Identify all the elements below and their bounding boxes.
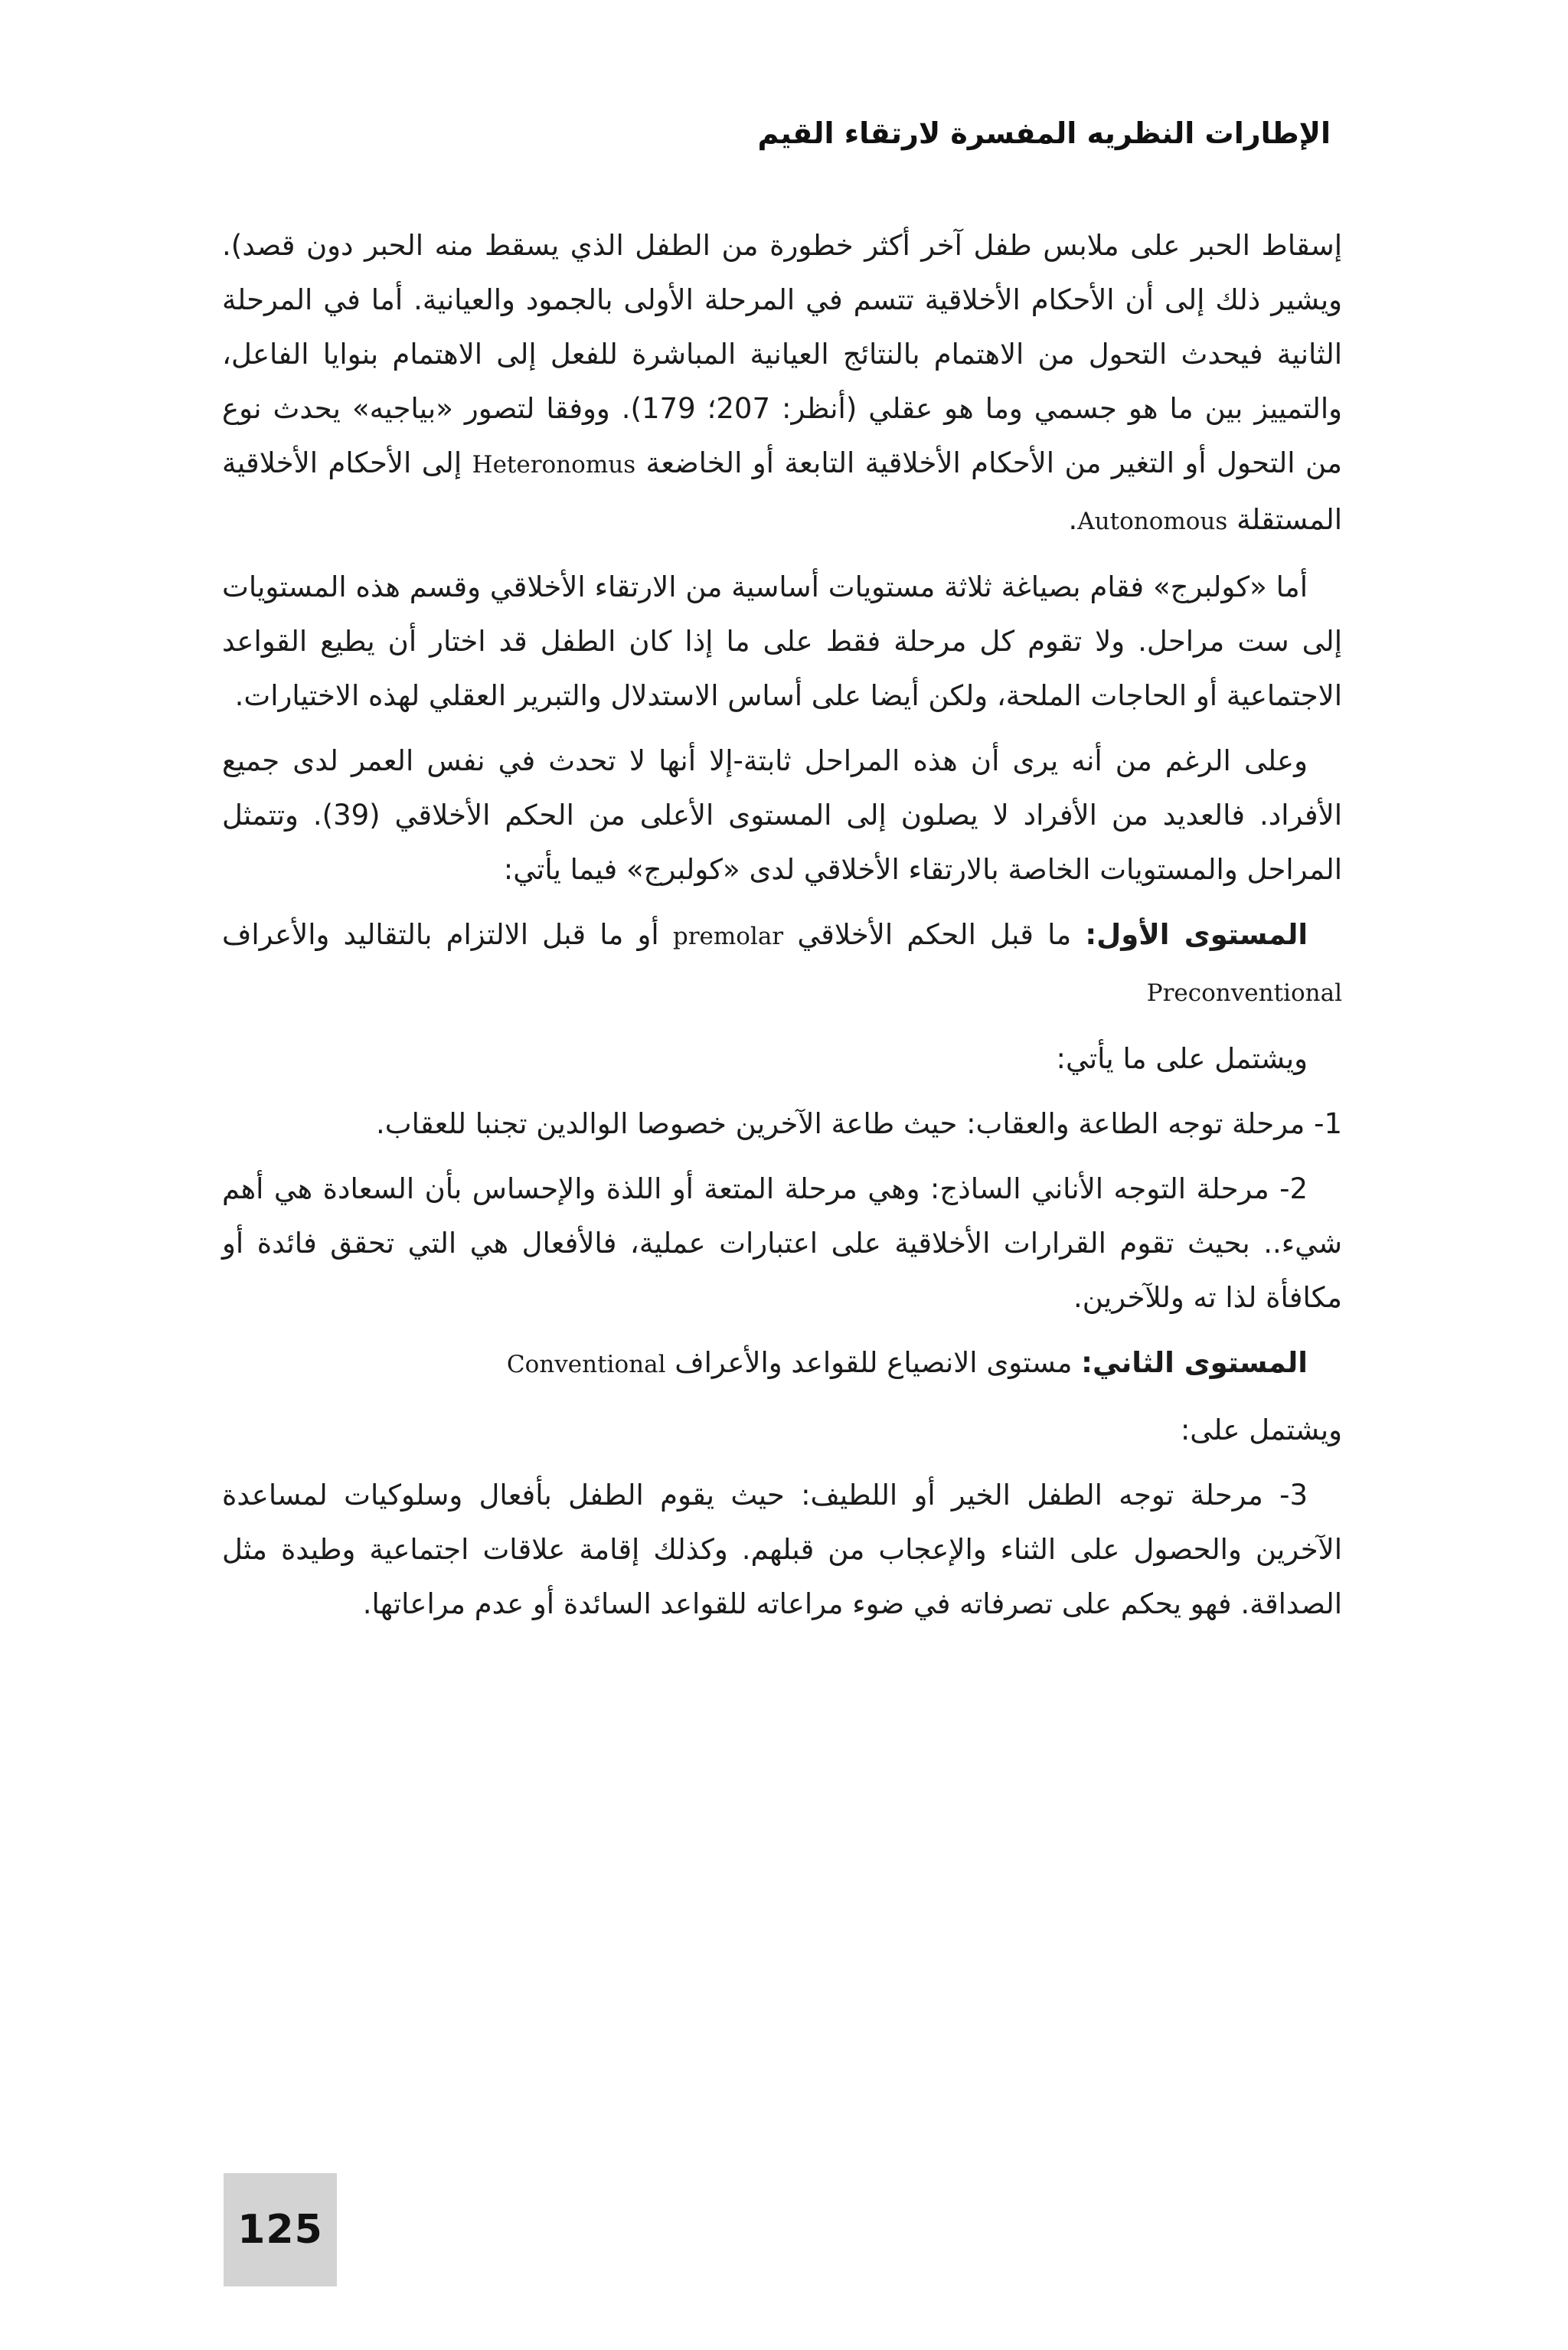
list-item: 3- مرحلة توجه الطفل الخير أو اللطيف: حيث يقوم الطفل بأفعال وسلوكيات لمساعدة الآخرين والحصول على الثناء والإعجاب من قبلهم. وكذلك إقامة علاقات اجتماعية وطيدة مثل الصداقة. فهو يحكم على تصرفاته في ضوء مراعاته للقواعد السائدة أو عدم مراعاتها. bbox=[222, 1479, 1342, 1620]
page-number: 125 bbox=[237, 2207, 323, 2253]
paragraph-text: إسقاط الحبر على ملابس طفل آخر أكثر خطورة من الطفل الذي يسقط منه الحبر دون قصد). ويشير ذلك إلى أن الأحكام الأخلاقية تتسم في المرحلة الأولى بالجمود والعيانية. أما في المرحلة الثانية فيحدث التحول من الاهتمام بالنتائج العيانية المباشرة للفعل إلى الاهتمام بنوايا الفاعل، والتمييز بين ما هو جسمي وما هو عقلي (أنظر: 207؛ 179). ووفقا لتصور «بياجيه» يحدث نوع من التحول أو التغير من الأحكام الأخلاقية التابعة أو الخاضعة bbox=[222, 229, 1342, 479]
latin-term: Preconventional bbox=[1146, 979, 1342, 1007]
level-heading bbox=[222, 907, 1342, 1021]
list-item: 1- مرحلة توجه الطاعة والعقاب: حيث طاعة الآخرين خصوصا الوالدين تجنبا للعقاب. bbox=[376, 1107, 1342, 1140]
level-heading bbox=[222, 1335, 1342, 1392]
paragraph-text: ما قبل الحكم الأخلاقي bbox=[797, 918, 1072, 951]
paragraph-text: أو ما قبل الالتزام بالتقاليد والأعراف bbox=[222, 918, 659, 951]
paragraph: وعلى الرغم من أنه يرى أن هذه المراحل ثابتة-إلا أنها لا تحدث في نفس العمر لدى جميع الأفراد. فالعديد من الأفراد لا يصلون إلى المستوى الأعلى من الحكم الأخلاقي (39). وتتمثل المراحل والمستويات الخاصة بالارتقاء الأخلاقي لدى «كولبرج» فيما يأتي: bbox=[222, 744, 1342, 886]
latin-term: Autonomous bbox=[1077, 508, 1228, 535]
level-label: المستوى الأول: bbox=[1085, 918, 1308, 951]
list-item: 2- مرحلة التوجه الأناني الساذج: وهي مرحلة المتعة أو اللذة والإحساس بأن السعادة هي أهم شيء.. بحيث تقوم القرارات الأخلاقية على اعتبارات عملية، فالأفعال هي التي تحقق فائدة أو مكافأة لذا ته وللآخرين. bbox=[222, 1172, 1342, 1314]
paragraph-text: مستوى الانصياع للقواعد والأعراف bbox=[675, 1346, 1073, 1379]
paragraph: أما «كولبرج» فقام بصياغة ثلاثة مستويات أساسية من الارتقاء الأخلاقي وقسم هذه المستويات إلى ست مراحل. ولا تقوم كل مرحلة فقط على ما إذا كان الطفل قد اختار أن يطيع القواعد الاجتماعية أو الحاجات الملحة، ولكن أيضا على أساس الاستدلال والتبرير العقلي لهذه الاختيارات. bbox=[222, 570, 1342, 712]
running-header: الإطارات النظريه المفسرة لارتقاء القيم bbox=[757, 116, 1331, 150]
page-number-box bbox=[224, 2173, 337, 2286]
latin-term: Conventional bbox=[506, 1351, 666, 1378]
latin-term: premolar bbox=[672, 923, 784, 950]
level-label: المستوى الثاني: bbox=[1081, 1346, 1308, 1379]
paragraph: ويشتمل على: bbox=[1180, 1414, 1342, 1446]
paragraph-text: إلى الأحكام الأخلاقية المستقلة bbox=[222, 446, 1342, 536]
paragraph: ويشتمل على ما يأتي: bbox=[1056, 1042, 1308, 1075]
latin-term: Heteronomus bbox=[472, 451, 636, 479]
body-text bbox=[222, 218, 1342, 1642]
paragraph-text: . bbox=[1068, 503, 1078, 536]
paragraph bbox=[222, 218, 1342, 549]
